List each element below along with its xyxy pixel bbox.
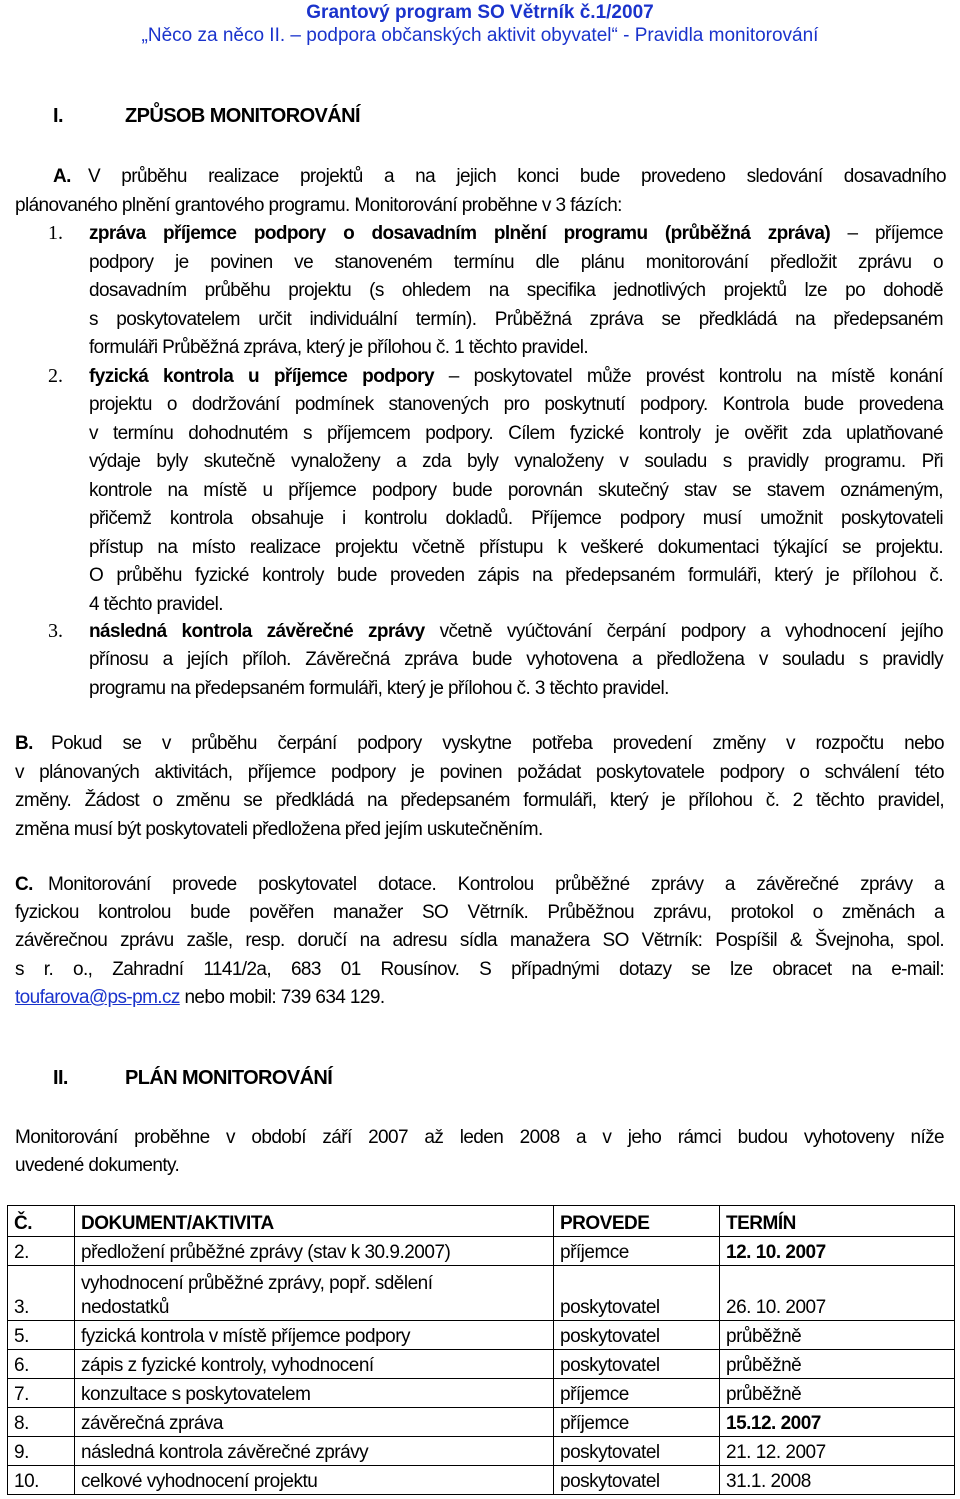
table-row — [8, 1266, 955, 1321]
row-number: 9. — [8, 1437, 75, 1466]
table-row — [8, 1466, 955, 1495]
row-performer: poskytovatel — [554, 1321, 720, 1350]
item-2-line-4: výdaje byly skutečně vynaloženy a zda byly vynaloženy v souladu s pravidly programu. Při — [89, 451, 943, 472]
row-number: 10. — [8, 1466, 75, 1495]
row-performer: poskytovatel — [554, 1437, 720, 1466]
row-activity: následná kontrola závěrečné zprávy — [75, 1437, 554, 1466]
row-performer: poskytovatel — [554, 1266, 720, 1321]
row-deadline: 12. 10. 2007 — [720, 1237, 955, 1266]
part-a-line-2: plánovaného plnění grantového programu. Monitorování proběhne v 3 fázích: — [15, 195, 622, 216]
item-3-line-3: programu na předepsaném formuláři, který je přílohou č. 3 těchto pravidel. — [89, 678, 669, 699]
part-c-line-1: Monitorování provede poskytovatel dotace. Kontrolou průběžné zprávy a závěrečné zprávy a — [48, 874, 944, 895]
row-deadline: 26. 10. 2007 — [720, 1266, 955, 1321]
row-number: 2. — [8, 1237, 75, 1266]
table-header-row — [8, 1206, 955, 1237]
row-number: 3. — [8, 1266, 75, 1321]
section-2-numeral: II. — [53, 1067, 68, 1089]
part-c-line-3: závěrečnou zprávu zašle, resp. doručí na adresu sídla manažera SO Větrník: Pospíšil & Švejnoha, spol. — [15, 930, 944, 951]
item-2-line-7: přístup na místo realizace projektu včetně přístupu k veškeré dokumentaci týkající se projektu. — [89, 537, 943, 558]
row-number: 6. — [8, 1350, 75, 1379]
document-title: Grantový program SO Větrník č.1/2007 — [306, 2, 654, 23]
row-performer: poskytovatel — [554, 1350, 720, 1379]
header-number: Č. — [8, 1206, 75, 1237]
email-link[interactable]: toufarova@ps-pm.cz — [15, 987, 180, 1008]
section-2-intro-line-1: Monitorování proběhne v období září 2007 až leden 2008 a v jeho rámci budou vyhotoveny níže — [15, 1127, 944, 1148]
row-number: 5. — [8, 1321, 75, 1350]
monitoring-plan-table — [7, 1205, 955, 1495]
document-header — [0, 2, 960, 48]
header-performer: PROVEDE — [554, 1206, 720, 1237]
part-c-line-5: toufarova@ps-pm.cz nebo mobil: 739 634 129. — [15, 987, 385, 1008]
item-1-line-5: formuláři Průběžná zpráva, který je přílohou č. 1 těchto pravidel. — [89, 337, 588, 358]
item-2-line-6: přičemž kontrola obsahuje i kontrolu dokladů. Příjemce podpory musí umožnit poskytovateli — [89, 508, 943, 529]
row-deadline: průběžně — [720, 1350, 955, 1379]
item-1-line-2: podpory je povinen ve stanoveném termínu dle plánu monitorování předložit zprávu o — [89, 252, 943, 273]
part-b-label: B. — [15, 733, 33, 754]
item-2-line-9: 4 těchto pravidel. — [89, 594, 223, 615]
row-deadline: 21. 12. 2007 — [720, 1437, 955, 1466]
item-3-line-1: následná kontrola závěrečné zprávy včetně vyúčtování čerpání podpory a vyhodnocení jejího — [89, 621, 943, 642]
item-1-line-3: dosavadním průběhu projektu (s ohledem na specifika jednotlivých projektů lze po dohodě — [89, 280, 943, 301]
item-2-line-1: fyzická kontrola u příjemce podpory – poskytovatel může provést kontrolu na místě konání — [89, 366, 943, 387]
item-2-line-8: O průběhu fyzické kontroly bude proveden zápis na předepsaném formuláři, který je přílohou č. — [89, 565, 943, 586]
table-row — [8, 1379, 955, 1408]
part-c-label: C. — [15, 874, 33, 895]
row-performer: příjemce — [554, 1237, 720, 1266]
row-activity: konzultace s poskytovatelem — [75, 1379, 554, 1408]
part-b-line-1: Pokud se v průběhu čerpání podpory vyskytne potřeba provedení změny v rozpočtu nebo — [51, 733, 944, 754]
item-1-number: 1. — [48, 222, 63, 244]
row-activity: vyhodnocení průběžné zprávy, popř. sdělení nedostatků — [75, 1266, 554, 1321]
section-2-heading: PLÁN MONITOROVÁNÍ — [125, 1067, 333, 1089]
section-1-heading: ZPŮSOB MONITOROVÁNÍ — [125, 105, 360, 127]
item-3-number: 3. — [48, 620, 63, 642]
row-deadline: 31.1. 2008 — [720, 1466, 955, 1495]
table-row — [8, 1237, 955, 1266]
part-b-line-4: změna musí být poskytovateli předložena před jejím uskutečněním. — [15, 819, 543, 840]
section-1-numeral: I. — [53, 105, 63, 127]
table-row — [8, 1437, 955, 1466]
item-1-line-4: s poskytovatelem určit individuální termín). Průběžná zpráva se předkládá na předepsaném — [89, 309, 943, 330]
item-1-line-1: zpráva příjemce podpory o dosavadním plnění programu (průběžná zpráva) – příjemce — [89, 223, 944, 244]
item-2-number: 2. — [48, 365, 63, 387]
row-activity: předložení průběžné zprávy (stav k 30.9.2007) — [75, 1237, 554, 1266]
document-subtitle: „Něco za něco II. – podpora občanských aktivit obyvatel“ - Pravidla monitorování — [141, 25, 819, 46]
table-row — [8, 1350, 955, 1379]
part-a-line-1: V průběhu realizace projektů a na jejich konci bude provedeno sledování dosavadního — [88, 166, 946, 187]
row-deadline: průběžně — [720, 1379, 955, 1408]
row-performer: příjemce — [554, 1408, 720, 1437]
row-performer: příjemce — [554, 1379, 720, 1408]
row-activity: zápis z fyzické kontroly, vyhodnocení — [75, 1350, 554, 1379]
section-2-intro-line-2: uvedené dokumenty. — [15, 1155, 180, 1176]
row-activity: fyzická kontrola v místě příjemce podpory — [75, 1321, 554, 1350]
table-row — [8, 1408, 955, 1437]
row-deadline: průběžně — [720, 1321, 955, 1350]
row-activity: celkové vyhodnocení projektu — [75, 1466, 554, 1495]
row-deadline: 15.12. 2007 — [720, 1408, 955, 1437]
part-a-label: A. — [53, 166, 71, 187]
part-b-line-2: v plánovaných aktivitách, příjemce podpory je povinen požádat poskytovatele podpory o schválení této — [15, 762, 944, 783]
header-activity: DOKUMENT/AKTIVITA — [75, 1206, 554, 1237]
part-b-line-3: změny. Žádost o změnu se předkládá na předepsaném formuláři, který je přílohou č. 2 těchto pravidel, — [15, 790, 944, 811]
header-deadline: TERMÍN — [720, 1206, 955, 1237]
row-performer: poskytovatel — [554, 1466, 720, 1495]
table-row — [8, 1321, 955, 1350]
row-activity: závěrečná zpráva — [75, 1408, 554, 1437]
part-c-line-4: s r. o., Zahradní 1141/2a, 683 01 Rousínov. S případnými dotazy se lze obracet na e-mail: — [15, 959, 944, 980]
part-c-line-2: fyzickou kontrolou bude pověřen manažer SO Větrník. Průběžnou zprávu, protokol o změnách a — [15, 902, 944, 923]
item-2-line-5: kontrole na místě u příjemce podpory bude porovnán skutečný stav se stavem oznámeným, — [89, 480, 943, 501]
item-2-line-3: v termínu dohodnutém s příjemcem podpory. Cílem fyzické kontroly je ověřit zda uplatňované — [89, 423, 943, 444]
row-number: 7. — [8, 1379, 75, 1408]
row-number: 8. — [8, 1408, 75, 1437]
item-3-line-2: přínosu a jejích příloh. Závěrečná zpráva bude vyhotovena a předložena v souladu s pravidly — [89, 649, 943, 670]
item-2-line-2: projektu o dodržování podmínek stanovených pro poskytnutí podpory. Kontrola bude provedena — [89, 394, 943, 415]
